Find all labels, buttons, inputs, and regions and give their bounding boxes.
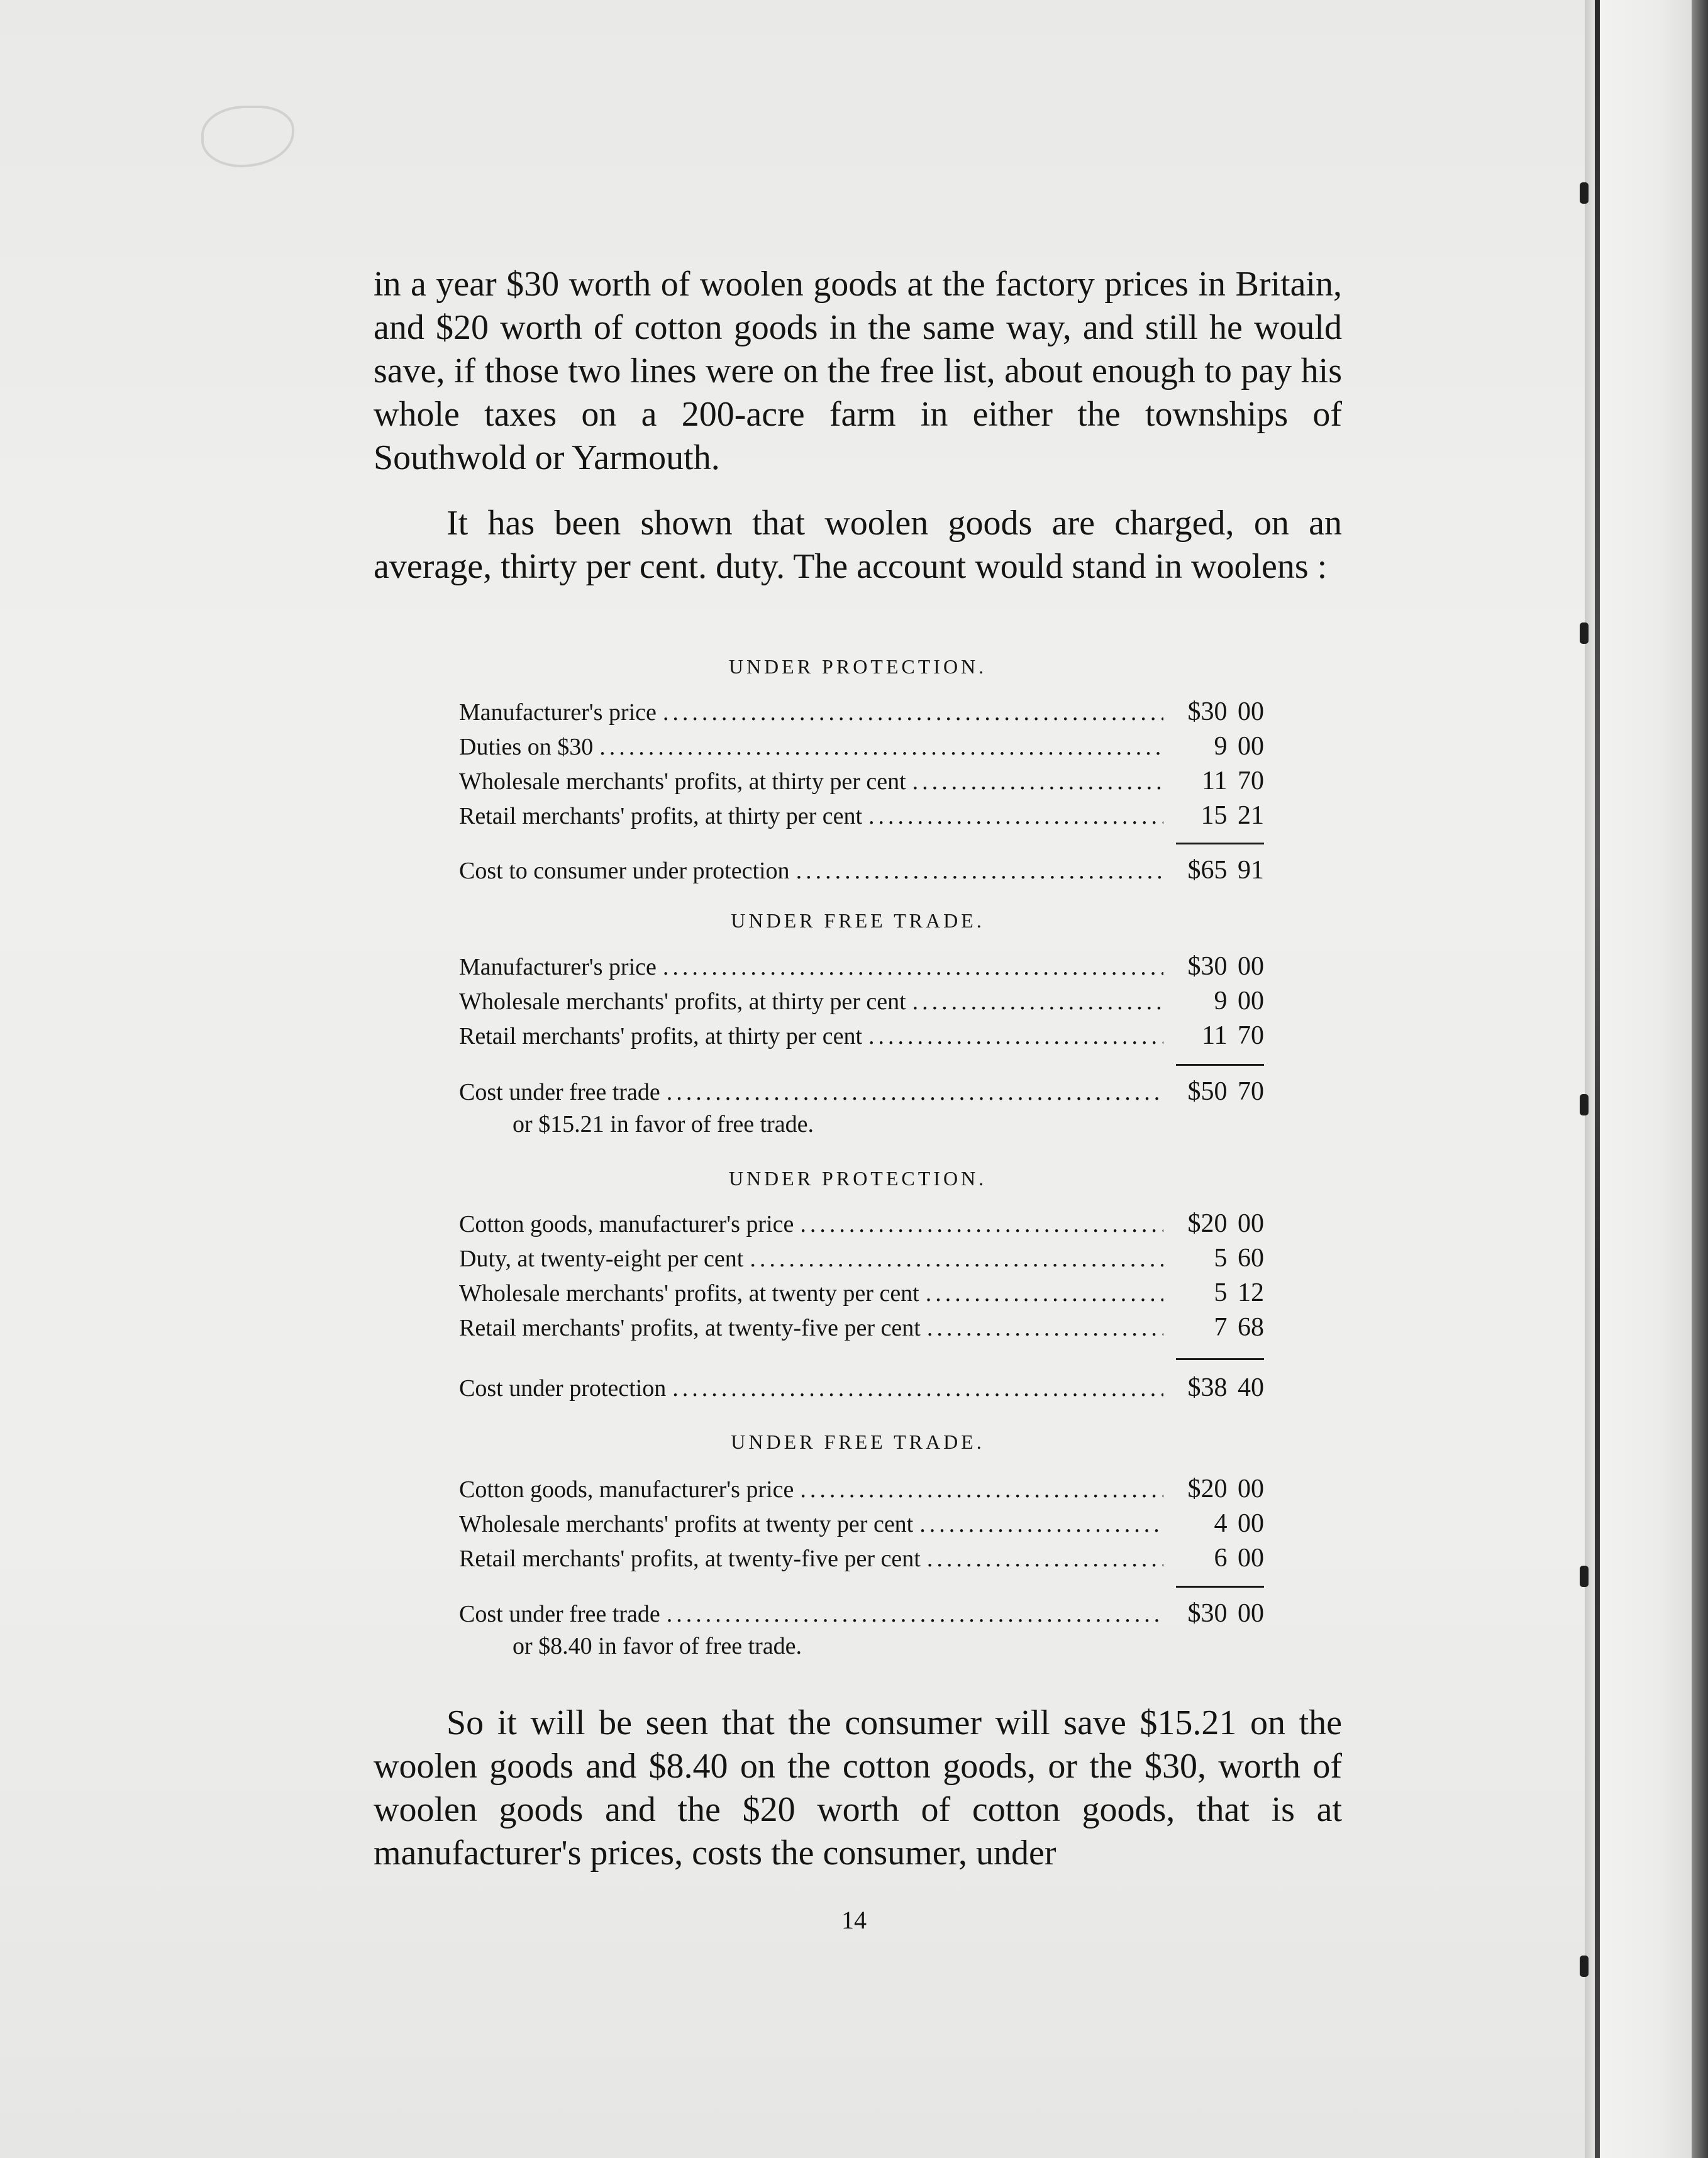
sum-rule	[1176, 1064, 1264, 1066]
row-label: Retail merchants' profits, at twenty-five per cent	[459, 1546, 921, 1572]
dot-leader	[912, 768, 1163, 795]
section-title-cotton-protection: UNDER PROTECTION.	[728, 1167, 987, 1190]
page-edge	[1585, 0, 1708, 2158]
table-row	[459, 731, 1264, 764]
table-row	[459, 800, 1264, 833]
sum-rule	[1176, 1586, 1264, 1588]
table-row	[459, 951, 1264, 984]
row-label: Cost under protection	[459, 1375, 667, 1402]
table-row	[459, 1474, 1264, 1507]
table-row	[459, 1021, 1264, 1053]
total-row	[459, 1598, 1264, 1631]
row-amount: $20 00	[1187, 1475, 1264, 1503]
row-label: Wholesale merchants' profits, at twenty per cent	[459, 1280, 919, 1307]
dot-leader	[868, 802, 1163, 830]
pencil-mark	[201, 106, 294, 167]
row-label: Cotton goods, manufacturer's price	[459, 1476, 794, 1503]
edge-mark	[1580, 1094, 1589, 1115]
table-row	[459, 1209, 1264, 1241]
section-title-cotton-free-trade: UNDER FREE TRADE.	[731, 1430, 985, 1453]
row-label: Wholesale merchants' profits, at thirty per cent	[459, 768, 906, 795]
row-label: Retail merchants' profits, at thirty per cent	[459, 803, 863, 829]
row-amount: $30 00	[1187, 1599, 1264, 1628]
edge-mark	[1580, 622, 1589, 644]
table-row	[459, 1312, 1264, 1345]
edge-mark	[1580, 1956, 1589, 1977]
dot-leader	[868, 1022, 1163, 1050]
dot-leader	[800, 1210, 1163, 1238]
row-label: Manufacturer's price	[459, 699, 657, 726]
total-row	[459, 855, 1264, 888]
dot-leader	[912, 988, 1163, 1015]
dot-leader	[927, 1545, 1163, 1573]
row-amount: 5 60	[1214, 1244, 1264, 1273]
table-row	[459, 1278, 1264, 1310]
table-row	[459, 986, 1264, 1019]
sum-rule	[1176, 843, 1264, 844]
row-amount: 9 00	[1214, 732, 1264, 761]
row-amount: 7 68	[1214, 1313, 1264, 1342]
dot-leader	[750, 1245, 1163, 1273]
sum-rule	[1176, 1358, 1264, 1360]
table-row	[459, 1508, 1264, 1541]
row-label: Duty, at twenty-eight per cent	[459, 1246, 744, 1272]
dot-leader	[927, 1314, 1163, 1342]
row-label: Cost under free trade	[459, 1079, 660, 1105]
dot-leader	[796, 857, 1163, 885]
row-amount: $30 00	[1187, 952, 1264, 981]
row-label: Retail merchants' profits, at twenty-five per cent	[459, 1315, 921, 1341]
total-row	[459, 1076, 1264, 1109]
row-amount: $20 00	[1187, 1209, 1264, 1238]
paragraph-conclusion: So it will be seen that the consumer will save $15.21 on the woolen goods and $8.40 on the cotton goods, or the $30, worth of woolen goods and the $20 worth of cotton goods, that is at manufacturer's prices, costs the consumer, under	[374, 1703, 1342, 1873]
row-label: Duties on $30	[459, 734, 594, 760]
row-amount: 11 70	[1202, 1021, 1264, 1050]
dot-leader	[919, 1510, 1163, 1538]
row-amount: $65 91	[1187, 856, 1264, 885]
total-row	[459, 1373, 1264, 1405]
row-label: Wholesale merchants' profits, at thirty per cent	[459, 988, 906, 1015]
row-label: Cost under free trade	[459, 1601, 660, 1627]
row-amount: 11 70	[1202, 766, 1264, 795]
table-row	[459, 1543, 1264, 1576]
row-label: Cotton goods, manufacturer's price	[459, 1211, 794, 1237]
dot-leader	[663, 699, 1163, 726]
row-label: Manufacturer's price	[459, 954, 657, 980]
edge-mark	[1580, 1566, 1589, 1587]
dot-leader	[667, 1078, 1163, 1106]
row-label: Retail merchants' profits, at thirty per cent	[459, 1023, 863, 1049]
dot-leader	[800, 1476, 1163, 1503]
savings-note: or $15.21 in favor of free trade.	[513, 1111, 814, 1137]
scan-border	[1692, 0, 1708, 2158]
paragraph-woolens-intro: It has been shown that woolen goods are charged, on an average, thirty per cent. duty. The account would stand in woolens :	[374, 504, 1342, 586]
page-number: 14	[841, 1906, 867, 1934]
dot-leader	[672, 1375, 1163, 1402]
dot-leader	[926, 1280, 1163, 1307]
section-title-woolen-protection: UNDER PROTECTION.	[728, 655, 987, 678]
dot-leader	[599, 733, 1163, 761]
row-label: Cost to consumer under protection	[459, 858, 790, 884]
paragraph-opening: in a year $30 worth of woolen goods at the factory prices in Britain, and $20 worth of cotton goods in the same way, and still he would save, if those two lines were on the free list, about enough to pay his whole taxes on a 200-acre farm in either the townships of Southwold or Yarmouth.	[374, 265, 1342, 477]
table-row	[459, 1243, 1264, 1276]
row-label: Wholesale merchants' profits at twenty per cent	[459, 1511, 914, 1537]
row-amount: 5 12	[1214, 1278, 1264, 1307]
row-amount: 15 21	[1201, 801, 1264, 830]
section-title-woolen-free-trade: UNDER FREE TRADE.	[731, 909, 985, 932]
row-amount: 6 00	[1214, 1544, 1264, 1573]
row-amount: 4 00	[1214, 1509, 1264, 1538]
row-amount: $30 00	[1187, 697, 1264, 726]
savings-note: or $8.40 in favor of free trade.	[513, 1633, 802, 1659]
dot-leader	[667, 1600, 1163, 1628]
table-row	[459, 697, 1264, 729]
row-amount: $50 70	[1187, 1077, 1264, 1106]
table-row	[459, 766, 1264, 799]
edge-mark	[1580, 182, 1589, 204]
row-amount: 9 00	[1214, 987, 1264, 1015]
row-amount: $38 40	[1187, 1373, 1264, 1402]
dot-leader	[663, 953, 1163, 981]
binding-line	[1595, 0, 1600, 2158]
